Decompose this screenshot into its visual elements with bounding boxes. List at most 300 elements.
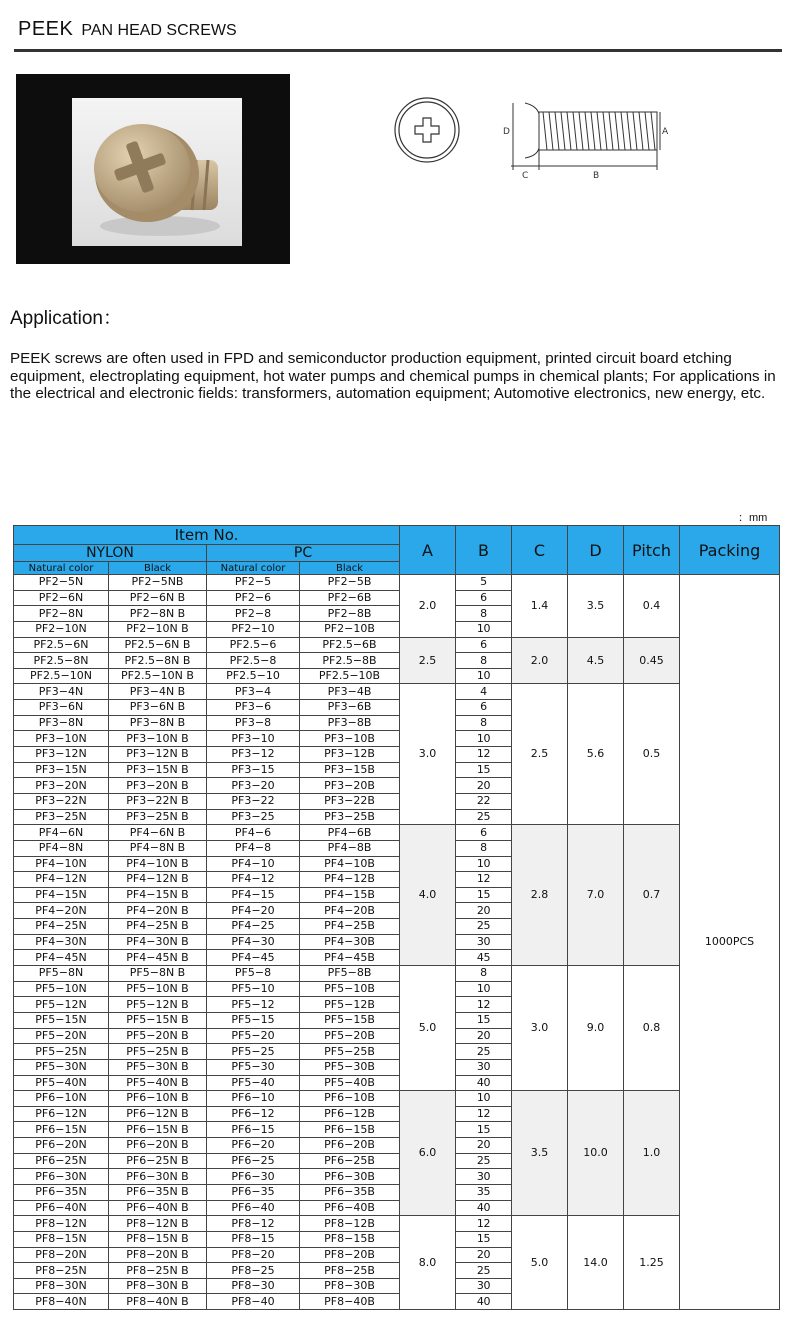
cell-pc-natural: PF5−15 (207, 1012, 300, 1028)
cell-pc-black: PF3−15B (300, 762, 400, 778)
cell-nylon-black: PF5−30N B (109, 1059, 207, 1075)
cell-pitch: 1.0 (624, 1091, 680, 1216)
cell-nylon-black: PF8−12N B (109, 1216, 207, 1232)
cell-b: 12 (456, 872, 512, 888)
cell-pc-black: PF5−10B (300, 981, 400, 997)
page-title (18, 18, 237, 41)
cell-a: 3.0 (400, 684, 456, 825)
cell-pc-black: PF4−15B (300, 887, 400, 903)
cell-nylon-natural: PF8−25N (14, 1263, 109, 1279)
header-packing: Packing (680, 526, 780, 575)
cell-nylon-natural: PF5−8N (14, 966, 109, 982)
cell-nylon-natural: PF3−22N (14, 793, 109, 809)
cell-nylon-black: PF3−4N B (109, 684, 207, 700)
cell-b: 12 (456, 1106, 512, 1122)
cell-b: 40 (456, 1075, 512, 1091)
cell-nylon-natural: PF6−20N (14, 1138, 109, 1154)
cell-nylon-natural: PF5−20N (14, 1028, 109, 1044)
cell-pc-natural: PF3−12 (207, 747, 300, 763)
cell-pc-black: PF4−45B (300, 950, 400, 966)
table-row (14, 637, 780, 653)
cell-pitch: 1.25 (624, 1216, 680, 1310)
cell-b: 30 (456, 1059, 512, 1075)
cell-nylon-natural: PF6−35N (14, 1184, 109, 1200)
cell-pc-natural: PF5−25 (207, 1044, 300, 1060)
cell-b: 30 (456, 934, 512, 950)
cell-nylon-natural: PF4−6N (14, 825, 109, 841)
cell-b: 15 (456, 1012, 512, 1028)
cell-c: 2.5 (512, 684, 568, 825)
cell-nylon-black: PF6−35N B (109, 1184, 207, 1200)
header-pitch: Pitch (624, 526, 680, 575)
cell-b: 8 (456, 966, 512, 982)
cell-b: 15 (456, 1122, 512, 1138)
cell-pc-natural: PF4−15 (207, 887, 300, 903)
cell-nylon-natural: PF8−20N (14, 1247, 109, 1263)
cell-d: 7.0 (568, 825, 624, 966)
cell-pc-black: PF5−30B (300, 1059, 400, 1075)
cell-pc-black: PF4−20B (300, 903, 400, 919)
cell-pc-natural: PF3−4 (207, 684, 300, 700)
cell-nylon-black: PF2−5NB (109, 575, 207, 591)
cell-b: 25 (456, 809, 512, 825)
header-item-no: Item No. (14, 526, 400, 545)
cell-nylon-black: PF3−10N B (109, 731, 207, 747)
unit-label: ：mm (738, 512, 768, 524)
cell-pc-black: PF8−40B (300, 1294, 400, 1310)
cell-nylon-natural: PF2−6N (14, 590, 109, 606)
cell-d: 10.0 (568, 1091, 624, 1216)
cell-pc-natural: PF6−10 (207, 1091, 300, 1107)
cell-pc-natural: PF2−5 (207, 575, 300, 591)
cell-b: 5 (456, 575, 512, 591)
cell-pc-natural: PF3−22 (207, 793, 300, 809)
cell-nylon-natural: PF5−12N (14, 997, 109, 1013)
cell-pc-black: PF5−12B (300, 997, 400, 1013)
cell-nylon-black: PF4−45N B (109, 950, 207, 966)
cell-pc-black: PF3−4B (300, 684, 400, 700)
cell-nylon-black: PF5−10N B (109, 981, 207, 997)
cell-pc-natural: PF8−15 (207, 1231, 300, 1247)
cell-pc-natural: PF5−10 (207, 981, 300, 997)
cell-b: 20 (456, 1247, 512, 1263)
cell-nylon-black: PF3−15N B (109, 762, 207, 778)
cell-pc-natural: PF6−12 (207, 1106, 300, 1122)
cell-b: 8 (456, 606, 512, 622)
cell-b: 10 (456, 621, 512, 637)
cell-pc-natural: PF3−6 (207, 700, 300, 716)
cell-nylon-black: PF8−40N B (109, 1294, 207, 1310)
cell-nylon-black: PF4−25N B (109, 919, 207, 935)
cell-nylon-natural: PF6−25N (14, 1153, 109, 1169)
cell-nylon-black: PF8−15N B (109, 1231, 207, 1247)
cell-nylon-black: PF4−6N B (109, 825, 207, 841)
cell-b: 6 (456, 590, 512, 606)
application-text: PEEK screws are often used in FPD and semiconductor production equipment, printed circuit board etching equipment, electroplating equipment, hot water pumps and chemical pumps in chemical plants; For applications in the electrical and electronic fields: transformers, automation equipment; Automotive electronics, new energy, etc. (10, 350, 776, 402)
cell-pc-natural: PF2.5−10 (207, 668, 300, 684)
cell-nylon-natural: PF4−10N (14, 856, 109, 872)
cell-nylon-natural: PF8−12N (14, 1216, 109, 1232)
cell-nylon-black: PF4−30N B (109, 934, 207, 950)
dim-label-c: C (522, 171, 529, 181)
cell-pc-black: PF2−8B (300, 606, 400, 622)
cell-c: 2.8 (512, 825, 568, 966)
cell-nylon-natural: PF8−40N (14, 1294, 109, 1310)
cell-b: 4 (456, 684, 512, 700)
cell-a: 8.0 (400, 1216, 456, 1310)
title-pan-head-screws: PAN HEAD SCREWS (81, 22, 237, 39)
cell-pc-natural: PF8−12 (207, 1216, 300, 1232)
cell-b: 25 (456, 1153, 512, 1169)
header-d: D (568, 526, 624, 575)
cell-nylon-black: PF5−20N B (109, 1028, 207, 1044)
cell-b: 10 (456, 981, 512, 997)
cell-pc-natural: PF6−20 (207, 1138, 300, 1154)
cell-nylon-natural: PF3−8N (14, 715, 109, 731)
cell-pc-natural: PF5−40 (207, 1075, 300, 1091)
cell-pc-black: PF2−6B (300, 590, 400, 606)
dim-label-a: A (662, 127, 669, 137)
cell-nylon-black: PF5−40N B (109, 1075, 207, 1091)
cell-b: 10 (456, 1091, 512, 1107)
header-b: B (456, 526, 512, 575)
cell-pc-black: PF6−30B (300, 1169, 400, 1185)
cell-nylon-natural: PF5−10N (14, 981, 109, 997)
cell-b: 25 (456, 919, 512, 935)
cell-pc-natural: PF2−8 (207, 606, 300, 622)
cell-b: 20 (456, 1138, 512, 1154)
cell-pc-black: PF5−40B (300, 1075, 400, 1091)
cell-nylon-black: PF4−10N B (109, 856, 207, 872)
cell-nylon-black: PF2−6N B (109, 590, 207, 606)
cell-pc-natural: PF4−8 (207, 840, 300, 856)
cell-nylon-black: PF6−40N B (109, 1200, 207, 1216)
cell-b: 20 (456, 903, 512, 919)
cell-nylon-black: PF3−25N B (109, 809, 207, 825)
cell-pc-natural: PF3−8 (207, 715, 300, 731)
cell-nylon-black: PF6−12N B (109, 1106, 207, 1122)
cell-nylon-black: PF6−25N B (109, 1153, 207, 1169)
cell-pc-natural: PF8−20 (207, 1247, 300, 1263)
cell-pc-natural: PF6−15 (207, 1122, 300, 1138)
cell-pc-black: PF3−6B (300, 700, 400, 716)
pan-head-screw-photo (72, 98, 242, 246)
cell-c: 1.4 (512, 575, 568, 638)
cell-pitch: 0.4 (624, 575, 680, 638)
cell-nylon-natural: PF8−15N (14, 1231, 109, 1247)
cell-nylon-black: PF6−15N B (109, 1122, 207, 1138)
cell-b: 8 (456, 840, 512, 856)
cell-nylon-black: PF4−15N B (109, 887, 207, 903)
cell-nylon-black: PF6−10N B (109, 1091, 207, 1107)
cell-nylon-natural: PF4−20N (14, 903, 109, 919)
cell-nylon-natural: PF6−10N (14, 1091, 109, 1107)
cell-pc-black: PF8−15B (300, 1231, 400, 1247)
cell-pc-black: PF8−12B (300, 1216, 400, 1232)
cell-d: 4.5 (568, 637, 624, 684)
cell-pc-natural: PF6−40 (207, 1200, 300, 1216)
cell-c: 5.0 (512, 1216, 568, 1310)
cell-nylon-natural: PF2−8N (14, 606, 109, 622)
cell-pc-natural: PF8−25 (207, 1263, 300, 1279)
cell-nylon-natural: PF3−6N (14, 700, 109, 716)
cell-pitch: 0.8 (624, 966, 680, 1091)
header-c: C (512, 526, 568, 575)
cell-nylon-natural: PF5−25N (14, 1044, 109, 1060)
cell-nylon-natural: PF4−8N (14, 840, 109, 856)
cell-nylon-natural: PF6−40N (14, 1200, 109, 1216)
cell-nylon-black: PF3−22N B (109, 793, 207, 809)
cell-d: 5.6 (568, 684, 624, 825)
cell-b: 8 (456, 653, 512, 669)
cell-pc-natural: PF5−20 (207, 1028, 300, 1044)
cell-c: 3.5 (512, 1091, 568, 1216)
cell-pc-black: PF8−30B (300, 1278, 400, 1294)
cell-pc-natural: PF4−10 (207, 856, 300, 872)
cell-pc-natural: PF2.5−8 (207, 653, 300, 669)
cell-pc-black: PF2.5−8B (300, 653, 400, 669)
cell-pc-black: PF8−20B (300, 1247, 400, 1263)
cell-b: 12 (456, 1216, 512, 1232)
header-a: A (400, 526, 456, 575)
cell-pc-black: PF3−10B (300, 731, 400, 747)
table-row (14, 684, 780, 700)
cell-pc-natural: PF2.5−6 (207, 637, 300, 653)
header-nylon-natural: Natural color (14, 562, 109, 575)
table-row (14, 1091, 780, 1107)
cell-nylon-natural: PF4−25N (14, 919, 109, 935)
spec-table (13, 525, 780, 1310)
cell-nylon-black: PF8−25N B (109, 1263, 207, 1279)
cell-pc-natural: PF8−30 (207, 1278, 300, 1294)
cell-pc-natural: PF4−45 (207, 950, 300, 966)
cell-a: 5.0 (400, 966, 456, 1091)
cell-nylon-black: PF8−30N B (109, 1278, 207, 1294)
cell-pc-black: PF4−12B (300, 872, 400, 888)
cell-nylon-black: PF5−25N B (109, 1044, 207, 1060)
cell-nylon-natural: PF5−40N (14, 1075, 109, 1091)
cell-nylon-black: PF4−8N B (109, 840, 207, 856)
cell-pc-black: PF3−20B (300, 778, 400, 794)
cell-nylon-natural: PF4−30N (14, 934, 109, 950)
cell-pitch: 0.7 (624, 825, 680, 966)
cell-pc-natural: PF5−8 (207, 966, 300, 982)
product-photo (16, 74, 290, 264)
cell-c: 3.0 (512, 966, 568, 1091)
cell-nylon-natural: PF2−5N (14, 575, 109, 591)
header-nylon-black: Black (109, 562, 207, 575)
cell-pc-natural: PF5−12 (207, 997, 300, 1013)
cell-b: 45 (456, 950, 512, 966)
cell-nylon-natural: PF4−15N (14, 887, 109, 903)
dim-label-d: D (503, 127, 510, 137)
cell-pc-black: PF5−15B (300, 1012, 400, 1028)
cell-b: 25 (456, 1263, 512, 1279)
cell-nylon-natural: PF3−12N (14, 747, 109, 763)
table-row (14, 575, 780, 591)
cell-nylon-natural: PF2.5−10N (14, 668, 109, 684)
cell-pc-black: PF8−25B (300, 1263, 400, 1279)
cell-pc-black: PF6−15B (300, 1122, 400, 1138)
cell-pc-natural: PF4−12 (207, 872, 300, 888)
cell-b: 20 (456, 778, 512, 794)
cell-pc-black: PF4−6B (300, 825, 400, 841)
cell-pc-black: PF3−8B (300, 715, 400, 731)
cell-pc-natural: PF8−40 (207, 1294, 300, 1310)
cell-pc-natural: PF3−15 (207, 762, 300, 778)
cell-pc-black: PF2−10B (300, 621, 400, 637)
cell-pc-natural: PF6−35 (207, 1184, 300, 1200)
header-divider (14, 49, 782, 52)
cell-pc-natural: PF4−25 (207, 919, 300, 935)
cell-nylon-black: PF4−20N B (109, 903, 207, 919)
cell-pc-black: PF5−20B (300, 1028, 400, 1044)
cell-nylon-black: PF2−10N B (109, 621, 207, 637)
header-pc-black: Black (300, 562, 400, 575)
cell-nylon-natural: PF2.5−8N (14, 653, 109, 669)
cell-d: 14.0 (568, 1216, 624, 1310)
cell-a: 6.0 (400, 1091, 456, 1216)
cell-b: 12 (456, 747, 512, 763)
cell-nylon-black: PF2−8N B (109, 606, 207, 622)
cell-b: 15 (456, 1231, 512, 1247)
cell-b: 6 (456, 637, 512, 653)
cell-nylon-natural: PF3−10N (14, 731, 109, 747)
cell-nylon-natural: PF3−15N (14, 762, 109, 778)
cell-b: 30 (456, 1278, 512, 1294)
cell-pc-black: PF4−30B (300, 934, 400, 950)
cell-b: 6 (456, 825, 512, 841)
table-row (14, 825, 780, 841)
cell-nylon-natural: PF6−12N (14, 1106, 109, 1122)
cell-nylon-natural: PF3−25N (14, 809, 109, 825)
cell-pc-black: PF5−25B (300, 1044, 400, 1060)
cell-pc-black: PF6−10B (300, 1091, 400, 1107)
cell-pc-natural: PF4−20 (207, 903, 300, 919)
cell-b: 35 (456, 1184, 512, 1200)
cell-b: 30 (456, 1169, 512, 1185)
cell-b: 10 (456, 731, 512, 747)
cell-pc-black: PF6−40B (300, 1200, 400, 1216)
cell-pc-black: PF5−8B (300, 966, 400, 982)
cell-pc-natural: PF3−25 (207, 809, 300, 825)
cell-b: 20 (456, 1028, 512, 1044)
cell-pc-black: PF6−12B (300, 1106, 400, 1122)
cell-a: 4.0 (400, 825, 456, 966)
cell-pc-black: PF6−25B (300, 1153, 400, 1169)
cell-pc-natural: PF3−20 (207, 778, 300, 794)
cell-nylon-black: PF3−12N B (109, 747, 207, 763)
side-view-icon (511, 103, 660, 170)
cell-nylon-black: PF3−8N B (109, 715, 207, 731)
cell-d: 3.5 (568, 575, 624, 638)
cell-b: 6 (456, 700, 512, 716)
cell-packing: 1000PCS (680, 575, 780, 1310)
cell-nylon-natural: PF3−4N (14, 684, 109, 700)
cell-pc-natural: PF6−30 (207, 1169, 300, 1185)
cell-nylon-natural: PF2.5−6N (14, 637, 109, 653)
cell-pc-natural: PF2−6 (207, 590, 300, 606)
cell-nylon-black: PF2.5−8N B (109, 653, 207, 669)
cell-nylon-black: PF4−12N B (109, 872, 207, 888)
cell-pc-black: PF3−12B (300, 747, 400, 763)
cell-nylon-natural: PF2−10N (14, 621, 109, 637)
top-view-icon (395, 98, 459, 162)
cell-nylon-natural: PF5−15N (14, 1012, 109, 1028)
cell-pc-black: PF2−5B (300, 575, 400, 591)
cell-nylon-black: PF5−15N B (109, 1012, 207, 1028)
table-row (14, 966, 780, 982)
cell-pc-natural: PF2−10 (207, 621, 300, 637)
cell-pc-black: PF3−22B (300, 793, 400, 809)
cell-pitch: 0.5 (624, 684, 680, 825)
cell-nylon-natural: PF4−45N (14, 950, 109, 966)
cell-b: 40 (456, 1200, 512, 1216)
cell-nylon-black: PF6−30N B (109, 1169, 207, 1185)
cell-pc-black: PF4−10B (300, 856, 400, 872)
technical-drawing (385, 88, 685, 188)
cell-b: 12 (456, 997, 512, 1013)
cell-b: 10 (456, 668, 512, 684)
cell-nylon-black: PF8−20N B (109, 1247, 207, 1263)
cell-nylon-natural: PF8−30N (14, 1278, 109, 1294)
spec-table-body (14, 575, 780, 1310)
cell-pc-black: PF6−35B (300, 1184, 400, 1200)
cell-pc-natural: PF4−30 (207, 934, 300, 950)
cell-pc-natural: PF6−25 (207, 1153, 300, 1169)
cell-pitch: 0.45 (624, 637, 680, 684)
title-peek: PEEK (18, 18, 74, 40)
cell-nylon-natural: PF5−30N (14, 1059, 109, 1075)
cell-pc-black: PF2.5−6B (300, 637, 400, 653)
cell-nylon-black: PF6−20N B (109, 1138, 207, 1154)
cell-nylon-black: PF2.5−10N B (109, 668, 207, 684)
cell-pc-black: PF4−8B (300, 840, 400, 856)
cell-b: 15 (456, 762, 512, 778)
cell-b: 40 (456, 1294, 512, 1310)
cell-nylon-black: PF2.5−6N B (109, 637, 207, 653)
cell-pc-black: PF6−20B (300, 1138, 400, 1154)
cell-a: 2.0 (400, 575, 456, 638)
cell-pc-black: PF4−25B (300, 919, 400, 935)
cell-b: 25 (456, 1044, 512, 1060)
cell-nylon-natural: PF4−12N (14, 872, 109, 888)
cell-b: 8 (456, 715, 512, 731)
cell-nylon-black: PF5−12N B (109, 997, 207, 1013)
cell-pc-black: PF2.5−10B (300, 668, 400, 684)
header-nylon: NYLON (14, 545, 207, 562)
cell-a: 2.5 (400, 637, 456, 684)
application-title: Application： (10, 308, 122, 329)
cell-nylon-black: PF5−8N B (109, 966, 207, 982)
cell-b: 22 (456, 793, 512, 809)
header-pc: PC (207, 545, 400, 562)
cell-b: 15 (456, 887, 512, 903)
cell-pc-natural: PF5−30 (207, 1059, 300, 1075)
table-row (14, 1216, 780, 1232)
cell-nylon-natural: PF3−20N (14, 778, 109, 794)
cell-pc-natural: PF3−10 (207, 731, 300, 747)
cell-pc-natural: PF4−6 (207, 825, 300, 841)
cell-b: 10 (456, 856, 512, 872)
dim-label-b: B (593, 171, 600, 181)
cell-nylon-black: PF3−20N B (109, 778, 207, 794)
cell-pc-black: PF3−25B (300, 809, 400, 825)
header-pc-natural: Natural color (207, 562, 300, 575)
cell-nylon-natural: PF6−30N (14, 1169, 109, 1185)
cell-c: 2.0 (512, 637, 568, 684)
cell-nylon-black: PF3−6N B (109, 700, 207, 716)
